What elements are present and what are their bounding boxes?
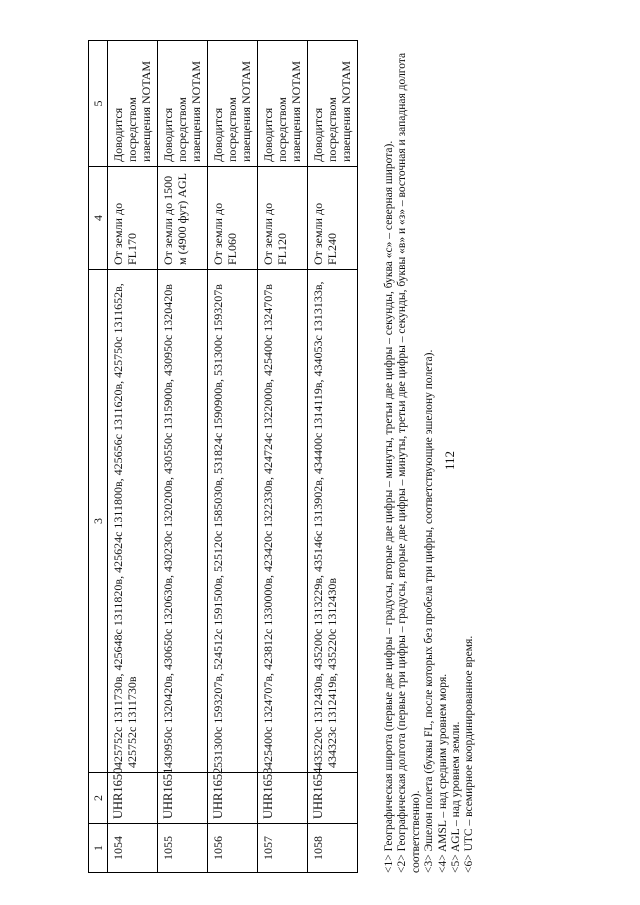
zone-vertical-limits: От земли до FL120 xyxy=(258,167,308,270)
row-number: 1054 xyxy=(108,824,158,873)
footnote: <4> AMSL – над средним уровнем моря. xyxy=(436,673,449,873)
zone-code: UHR1654 xyxy=(308,773,358,824)
row-number: 1057 xyxy=(258,824,308,873)
table-row xyxy=(258,41,308,873)
table-row xyxy=(158,41,208,873)
zone-activation-notice: Доводится посредством извещения NOTAM xyxy=(108,41,158,167)
row-number: 1055 xyxy=(158,824,208,873)
zone-coordinates: 425400с 1324707в, 423812с 1330000в, 423420с 1322330в, 424724с 1322000в, 425400с 1324707в xyxy=(258,270,308,773)
table-row xyxy=(308,41,358,873)
column-header: 5 xyxy=(89,41,108,167)
row-number: 1056 xyxy=(208,824,258,873)
column-header: 3 xyxy=(89,270,108,773)
column-header: 2 xyxy=(89,773,108,824)
table-header-row xyxy=(89,41,108,873)
footnote: <2> Географическая долгота (первые три цифры – градусы, вторые две цифры – минуты, третьи две цифры – секунды, буквы «в» и «з» – восточная и западная долгота соответственно). xyxy=(396,52,422,873)
zone-vertical-limits: От земли до 1500 м (4900 фут) AGL xyxy=(158,167,208,270)
zone-code: UHR1650 xyxy=(108,773,158,824)
zone-vertical-limits: От земли до FL240 xyxy=(308,167,358,270)
zone-vertical-limits: От земли до FL170 xyxy=(108,167,158,270)
row-number: 1058 xyxy=(308,824,358,873)
zone-coordinates: 435220с 1312430в, 435200с 1313229в, 435146с 1313902в, 434400с 1314119в, 434053с 1313133в, 434323с 1312419в, 435220с 1312430в xyxy=(308,270,358,773)
zone-coordinates: 425752с 1311730в, 425648с 1311820в, 425624с 1311800в, 425656с 1311620в, 425750с 1311652в, 425752с 1311730в xyxy=(108,270,158,773)
zone-vertical-limits: От земли до FL060 xyxy=(208,167,258,270)
table-row xyxy=(208,41,258,873)
page-number: 112 xyxy=(442,450,457,470)
column-header: 1 xyxy=(89,824,108,873)
footnotes xyxy=(383,28,477,873)
footnote: <6> UTC – всемирное координированное время. xyxy=(463,635,476,873)
restricted-zones-table xyxy=(88,40,358,873)
footnote: <5> AGL – над уровнем земли. xyxy=(450,721,463,873)
footnote: <3> Эшелон полета (буквы FL, после которых без пробела три цифры, соответствующие эшелону полета). xyxy=(423,349,436,873)
zone-coordinates: 531300с 1593207в, 524512с 1591500в, 525120с 1585030в, 531824с 1590900в, 531300с 1593207в xyxy=(208,270,258,773)
zone-code: UHR1651 xyxy=(158,773,208,824)
zone-activation-notice: Доводится посредством извещения NOTAM xyxy=(208,41,258,167)
zone-code: UHR1653 xyxy=(258,773,308,824)
footnote: <1> Географическая широта (первые две цифры – градусы, вторые две цифры – минуты, третьи две цифры – секунды, буква «с» – северная широта). xyxy=(383,140,395,873)
zone-code: UHR1652 xyxy=(208,773,258,824)
column-header: 4 xyxy=(89,167,108,270)
zone-activation-notice: Доводится посредством извещения NOTAM xyxy=(158,41,208,167)
zone-coordinates: 430950с 1320420в, 430650с 1320630в, 430230с 1320200в, 430550с 1315900в, 430950с 1320420в xyxy=(158,270,208,773)
zone-activation-notice: Доводится посредством извещения NOTAM xyxy=(258,41,308,167)
table-row xyxy=(108,41,158,873)
zone-activation-notice: Доводится посредством извещения NOTAM xyxy=(308,41,358,167)
